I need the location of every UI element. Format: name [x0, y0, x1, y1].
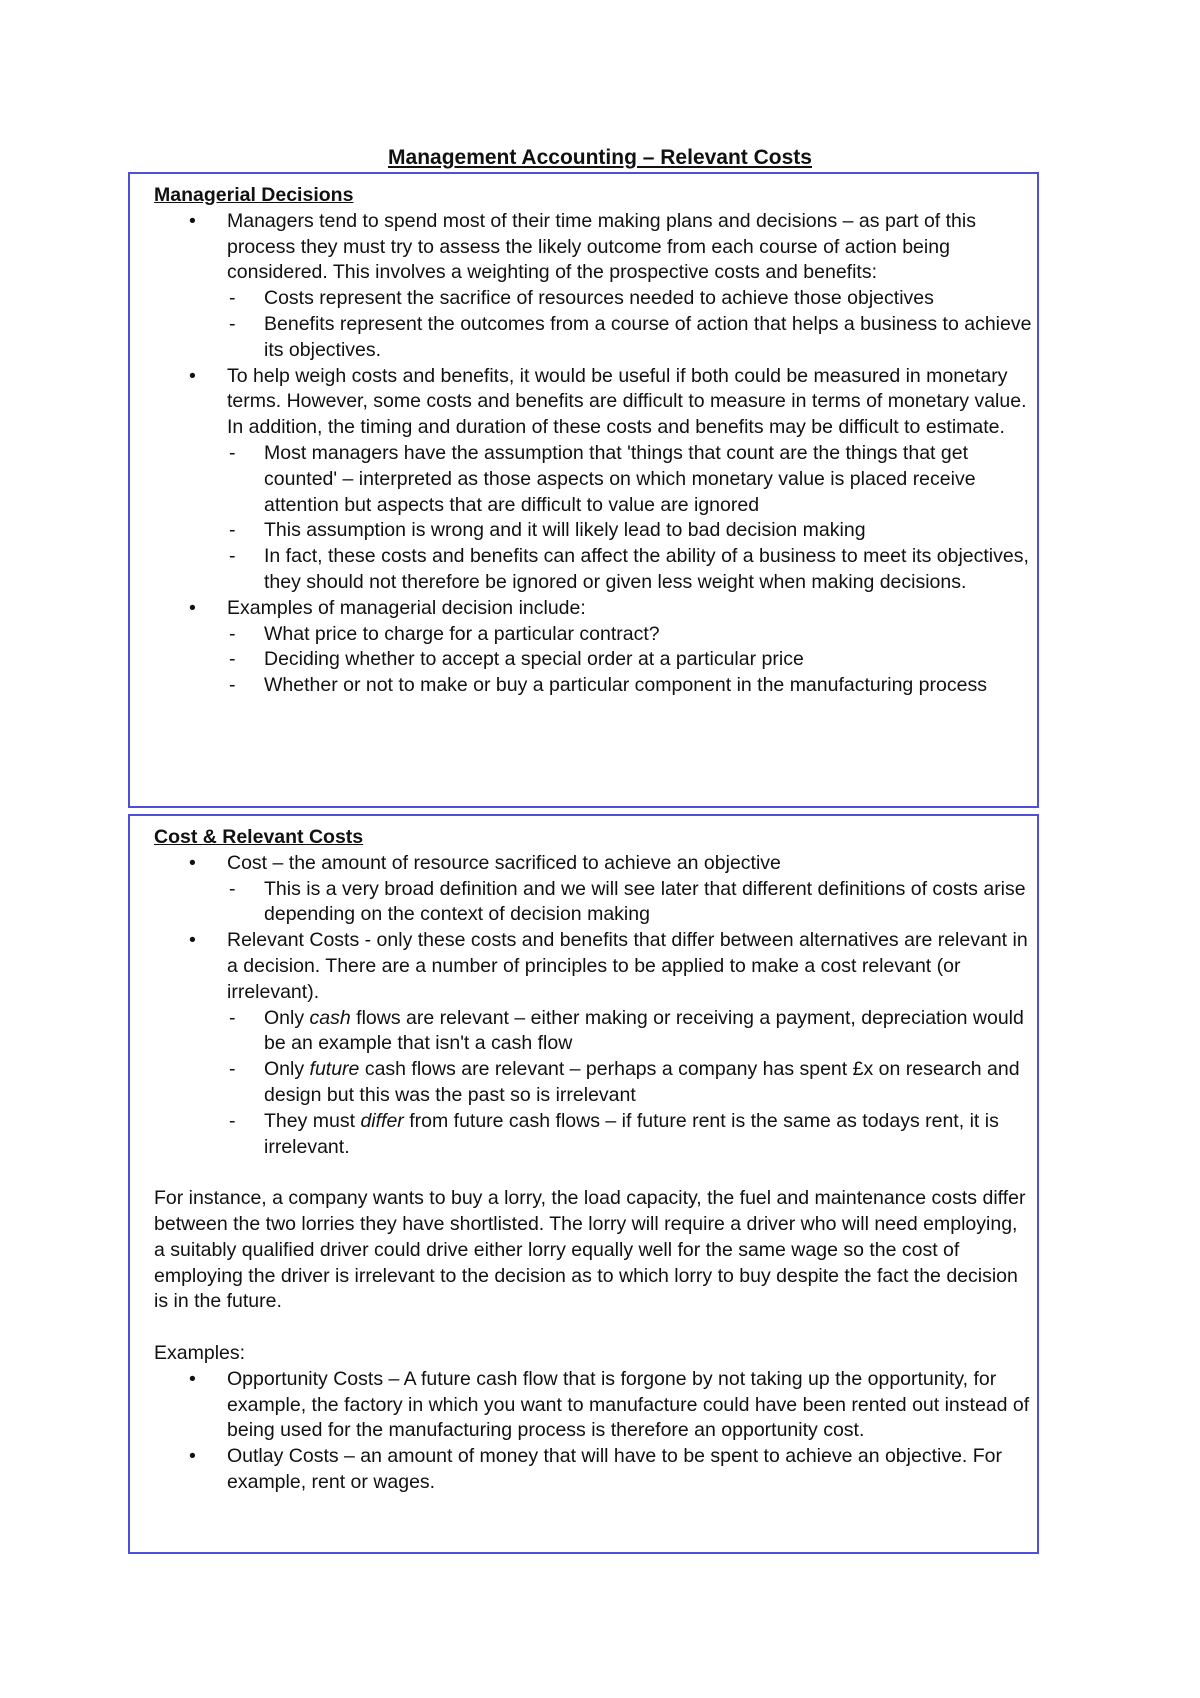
section-heading: Cost & Relevant Costs — [154, 826, 364, 848]
bullet-marker: • — [189, 1445, 196, 1468]
bullet-text: Outlay Costs – an amount of money that will have to be spent to achieve an objective. For example, rent or wages. — [227, 1445, 1003, 1493]
dash-text: Whether or not to make or buy a particular component in the manufacturing process — [264, 674, 987, 697]
dash-text: This is a very broad definition and we will see later that different definitions of costs arise depending on the context of decision making — [264, 877, 1026, 926]
dash-text: Benefits represent the outcomes from a course of action that helps a business to achieve its objectives. — [264, 312, 1032, 361]
managerial-decisions-box — [128, 172, 1039, 808]
dash-marker: - — [229, 1109, 236, 1132]
section-heading: Managerial Decisions — [154, 184, 354, 206]
emphasis-text: cash — [309, 1006, 351, 1029]
dash-text: What price to charge for a particular contract? — [264, 622, 660, 645]
dash-marker: - — [229, 441, 236, 464]
dash-marker: - — [229, 312, 236, 335]
bullet-text: Managers tend to spend most of their time making plans and decisions – as part of this process they must try to assess the likely outcome from each course of action being considered. This involves a weighting of the prospective costs and benefits: — [227, 209, 976, 284]
lorry-example-paragraph: For instance, a company wants to buy a lorry, the load capacity, the fuel and maintenance costs differ between the two lorries they have shortlisted. The lorry will require a driver who will need employing, a suitably qualified driver could drive either lorry equally well for the same wage so the cost of employing the driver is irrelevant to the decision as to which lorry to buy despite the fact the decision is in the future. — [154, 1187, 1026, 1313]
relevant-costs-box — [128, 814, 1039, 1554]
bullet-text: Cost – the amount of resource sacrificed to achieve an objective — [227, 851, 781, 874]
dash-text: In fact, these costs and benefits can affect the ability of a business to meet its objectives, they should not therefore be ignored or given less weight when making decisions. — [264, 545, 1029, 593]
bullet-marker: • — [189, 929, 196, 952]
dash-item — [154, 877, 1033, 929]
bullet-item — [154, 364, 1033, 441]
bullet-text: To help weigh costs and benefits, it would be useful if both could be measured in monetary terms. However, some costs and benefits are difficult to measure in terms of monetary value. In addition, the timing and duration of these costs and benefits may be difficult to estimate. — [227, 364, 1027, 439]
dash-text: This assumption is wrong and it will likely lead to bad decision making — [264, 519, 866, 542]
dash-text-lead: Only — [264, 1058, 305, 1081]
dash-marker: - — [229, 545, 236, 568]
dash-text: from future cash flows – if future rent is the same as todays rent, it is irrelevant. — [264, 1109, 999, 1158]
dash-item — [154, 1109, 1033, 1161]
dash-marker: - — [229, 1058, 236, 1081]
dash-item — [154, 286, 1033, 312]
dash-text: flows are relevant – either making or receiving a payment, depreciation would be an example that isn't a cash flow — [264, 1006, 1024, 1055]
dash-item — [154, 441, 1033, 518]
bullet-text: Examples of managerial decision include: — [227, 596, 586, 619]
dash-item — [154, 622, 1033, 648]
dash-text-lead: They must — [264, 1109, 356, 1132]
dash-text: Most managers have the assumption that 'things that count are the things that get counted' – interpreted as those aspects on which monetary value is placed receive attention but aspects that are difficult to value are ignored — [264, 441, 976, 516]
dash-text: cash flows are relevant – perhaps a company has spent £x on research and design but this was the past so is irrelevant — [264, 1058, 1020, 1106]
bullet-marker: • — [189, 851, 196, 874]
dash-item — [154, 1006, 1033, 1058]
emphasis-text: differ — [360, 1109, 404, 1132]
bullet-item — [154, 928, 1033, 1005]
dash-marker: - — [229, 622, 236, 645]
bullet-marker: • — [189, 364, 196, 387]
bullet-text: Relevant Costs - only these costs and benefits that differ between alternatives are relevant in a decision. There are a number of principles to be applied to make a cost relevant (or irrelevant). — [227, 929, 1028, 1003]
dash-marker: - — [229, 1006, 236, 1029]
dash-item — [154, 647, 1033, 673]
bullet-marker: • — [189, 596, 196, 619]
bullet-marker: • — [189, 209, 196, 232]
dash-item — [154, 544, 1033, 596]
dash-item — [154, 312, 1033, 364]
bullet-item — [154, 851, 1033, 877]
dash-item — [154, 673, 1033, 699]
examples-label: Examples: — [154, 1341, 246, 1364]
dash-marker: - — [229, 519, 236, 542]
dash-text: Deciding whether to accept a special order at a particular price — [264, 648, 804, 671]
page-title: Management Accounting – Relevant Costs — [388, 146, 812, 169]
bullet-marker: • — [189, 1367, 196, 1390]
dash-item — [154, 518, 1033, 544]
bullet-item — [154, 1444, 1033, 1496]
bullet-item — [154, 209, 1033, 286]
dash-text-lead: Only — [264, 1006, 305, 1029]
dash-text: Costs represent the sacrifice of resources needed to achieve those objectives — [264, 287, 934, 310]
bullet-text: Opportunity Costs – A future cash flow that is forgone by not taking up the opportunity, for example, the factory in which you want to manufacture could have been rented out instead of being used for the manufacturing process is therefore an opportunity cost. — [227, 1367, 1030, 1442]
bullet-item — [154, 1367, 1033, 1444]
dash-marker: - — [229, 674, 236, 697]
dash-marker: - — [229, 877, 236, 900]
dash-marker: - — [229, 287, 236, 310]
emphasis-text: future — [309, 1058, 360, 1081]
dash-marker: - — [229, 648, 236, 671]
bullet-item — [154, 596, 1033, 622]
dash-item — [154, 1057, 1033, 1109]
